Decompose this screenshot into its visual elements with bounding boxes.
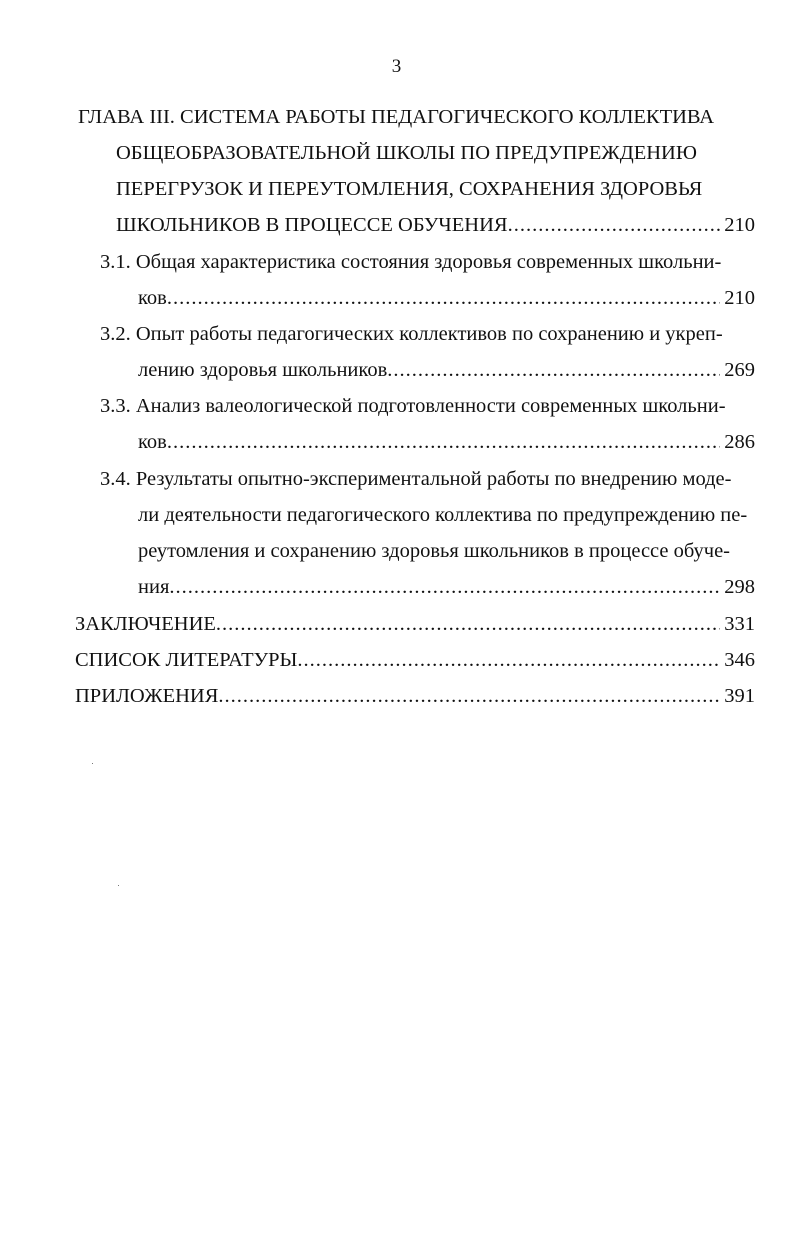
section-3-1-line-2: ков xyxy=(138,287,167,309)
toc-entry-conclusion[interactable] xyxy=(75,610,755,638)
page-ref: 286 xyxy=(724,431,755,453)
page-ref: 210 xyxy=(724,214,755,236)
section-3-4-line-3: реутомления и сохранению здоровья школьников в процессе обуче- xyxy=(138,540,730,562)
toc-entry-references[interactable] xyxy=(75,646,755,674)
section-3-4-line-1: 3.4. Результаты опытно-экспериментальной работы по внедрению моде- xyxy=(100,468,732,490)
toc-entry-section-3-4[interactable] xyxy=(138,573,755,601)
references-label: СПИСОК ЛИТЕРАТУРЫ xyxy=(75,649,298,671)
toc-entry-appendices[interactable] xyxy=(75,682,755,710)
dot-leader xyxy=(387,356,720,384)
page-ref: 269 xyxy=(724,359,755,381)
toc-entry-section-3-3[interactable] xyxy=(138,428,755,456)
dot-leader xyxy=(297,646,720,674)
section-3-3-line-1: 3.3. Анализ валеологической подготовленности современных школьни- xyxy=(100,395,726,417)
conclusion-label: ЗАКЛЮЧЕНИЕ xyxy=(75,613,216,635)
chapter-title-line-4: ШКОЛЬНИКОВ В ПРОЦЕССЕ ОБУЧЕНИЯ xyxy=(116,214,508,236)
dot-leader xyxy=(216,610,720,638)
chapter-title-line-2: ОБЩЕОБРАЗОВАТЕЛЬНОЙ ШКОЛЫ ПО ПРЕДУПРЕЖДЕНИЮ xyxy=(116,142,697,164)
scan-speck xyxy=(92,763,93,764)
section-3-3-line-2: ков xyxy=(138,431,167,453)
chapter-title-line-3: ПЕРЕГРУЗОК И ПЕРЕУТОМЛЕНИЯ, СОХРАНЕНИЯ ЗДОРОВЬЯ xyxy=(116,178,703,200)
chapter-title-line-1: ГЛАВА III. СИСТЕМА РАБОТЫ ПЕДАГОГИЧЕСКОГО КОЛЛЕКТИВА xyxy=(78,106,715,128)
page-ref: 331 xyxy=(724,613,755,635)
page-ref: 346 xyxy=(724,649,755,671)
page-ref: 298 xyxy=(724,576,755,598)
dot-leader xyxy=(169,573,720,601)
dot-leader xyxy=(508,211,721,239)
toc-entry-chapter-3[interactable] xyxy=(116,211,755,239)
page-ref: 210 xyxy=(724,287,755,309)
section-3-4-line-4: ния xyxy=(138,576,170,598)
dot-leader xyxy=(218,682,720,710)
page-number: 3 xyxy=(391,56,402,77)
page-ref: 391 xyxy=(724,685,755,707)
section-3-4-line-2: ли деятельности педагогического коллектива по предупреждению пе- xyxy=(138,504,748,526)
section-3-2-line-2: лению здоровья школьников xyxy=(138,359,388,381)
section-3-1-line-1: 3.1. Общая характеристика состояния здоровья современных школьни- xyxy=(100,251,722,273)
appendices-label: ПРИЛОЖЕНИЯ xyxy=(75,685,219,707)
section-3-2-line-1: 3.2. Опыт работы педагогических коллективов по сохранению и укреп- xyxy=(100,323,723,345)
dot-leader xyxy=(167,284,720,312)
toc-entry-section-3-2[interactable] xyxy=(138,356,755,384)
scan-speck xyxy=(118,885,119,886)
toc-entry-section-3-1[interactable] xyxy=(138,284,755,312)
dot-leader xyxy=(167,428,720,456)
